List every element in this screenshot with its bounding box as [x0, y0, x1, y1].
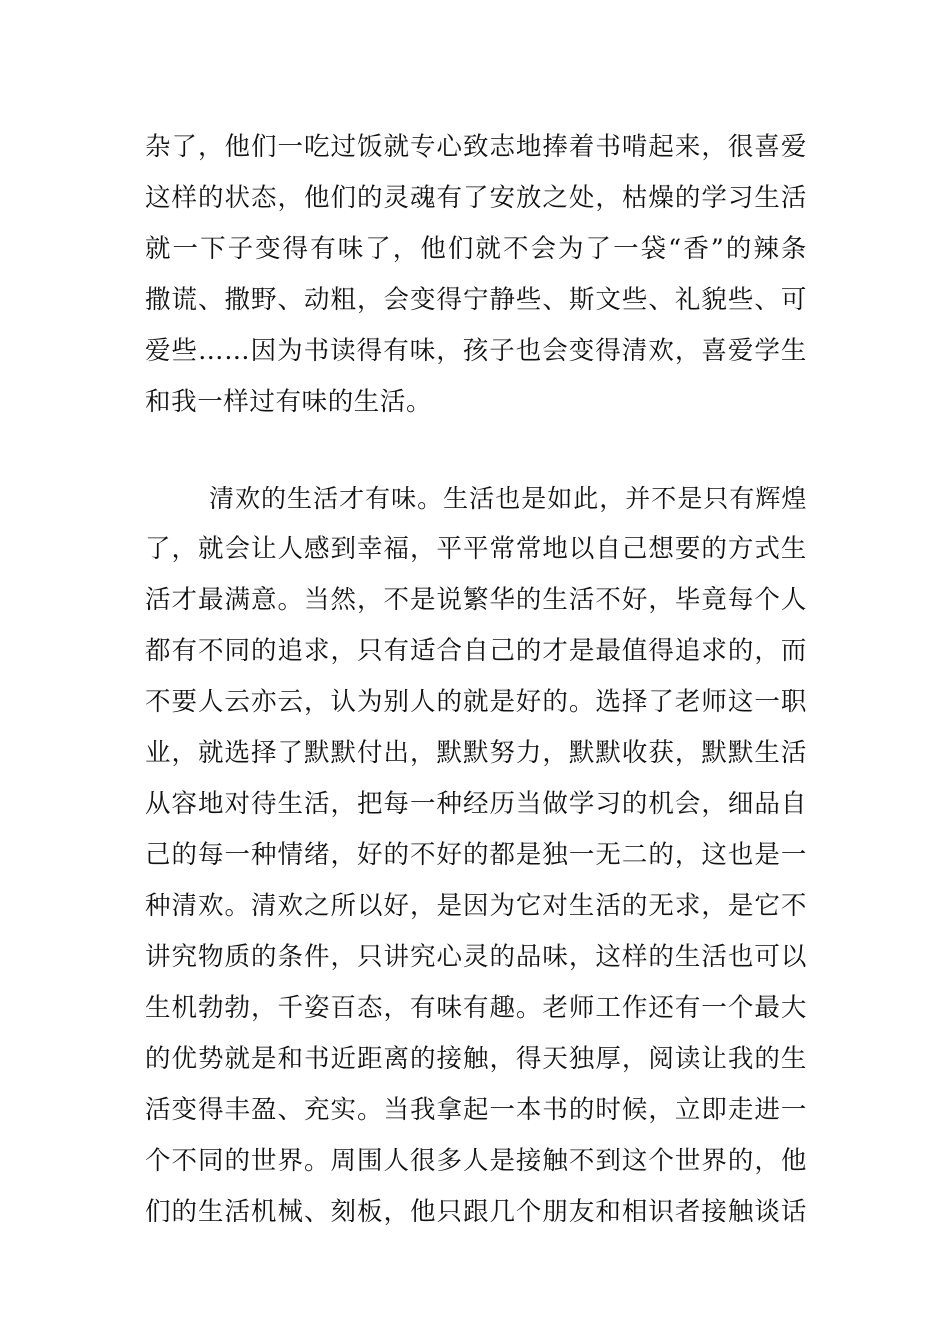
- text-line: 活才最满意。当然，不是说繁华的生活不好，毕竟每个人: [145, 585, 807, 615]
- text-line: 杂了，他们一吃过饭就专心致志地捧着书啃起来，很喜爱: [145, 132, 807, 162]
- text-line: 都有不同的追求，只有适合自己的才是最值得追求的，而: [145, 636, 807, 666]
- text-line: 业，就选择了默默付出，默默努力，默默收获，默默生活: [145, 738, 807, 768]
- text-line: 己的每一种情绪，好的不好的都是独一无二的，这也是一: [145, 840, 807, 870]
- text-line: 不要人云亦云，认为别人的就是好的。选择了老师这一职: [145, 687, 807, 717]
- text-line: 讲究物质的条件，只讲究心灵的品味，这样的生活也可以: [145, 942, 807, 972]
- text-line: 活变得丰盈、充实。当我拿起一本书的时候，立即走进一: [145, 1095, 807, 1125]
- text-line: 的优势就是和书近距离的接触，得天独厚，阅读让我的生: [145, 1044, 807, 1074]
- text-line: 了，就会让人感到幸福，平平常常地以自己想要的方式生: [145, 534, 807, 564]
- text-line: 个不同的世界。周围人很多人是接触不到这个世界的，他: [145, 1146, 807, 1176]
- paragraph-2: [145, 473, 807, 1238]
- text-line: 种清欢。清欢之所以好，是因为它对生活的无求，是它不: [145, 891, 807, 921]
- text-line: 就一下子变得有味了，他们就不会为了一袋“香”的辣条: [145, 234, 807, 264]
- text-line: 们的生活机械、刻板，他只跟几个朋友和相识者接触谈话: [145, 1197, 807, 1227]
- text-line: 撒谎、撒野、动粗，会变得宁静些、斯文些、礼貌些、可: [145, 285, 807, 315]
- text-line: 从容地对待生活，把每一种经历当做学习的机会，细品自: [145, 789, 807, 819]
- text-line: 和我一样过有味的生活。: [145, 387, 433, 417]
- text-line: 清欢的生活才有味。生活也是如此，并不是只有辉煌: [209, 484, 807, 513]
- text-line: 这样的状态，他们的灵魂有了安放之处，枯燥的学习生活: [145, 183, 807, 213]
- text-line: 生机勃勃，千姿百态，有味有趣。老师工作还有一个最大: [145, 993, 807, 1023]
- paragraph-1: [145, 122, 807, 428]
- text-line: 爱些……因为书读得有味，孩子也会变得清欢，喜爱学生: [145, 336, 807, 366]
